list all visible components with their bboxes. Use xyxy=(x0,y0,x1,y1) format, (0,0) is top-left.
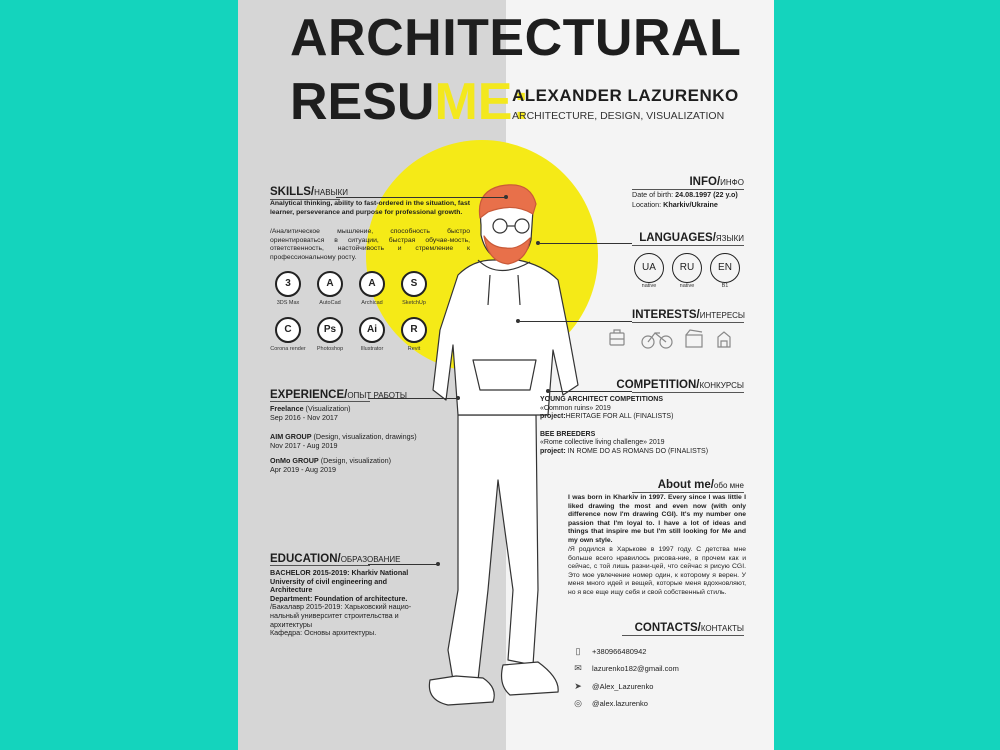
corona-render-icon: C xyxy=(275,317,301,343)
travel-icon xyxy=(610,330,624,345)
language-en: EN B1 xyxy=(710,253,740,289)
tool-3dsmax: 3 3DS Max xyxy=(266,271,310,306)
language-ua: UA native xyxy=(634,253,664,289)
connector-dot xyxy=(504,195,508,199)
archicad-icon: A xyxy=(359,271,385,297)
interests-icons xyxy=(608,328,744,350)
resume-page xyxy=(238,0,774,750)
experience-dates: Sep 2016 - Nov 2017 xyxy=(270,413,338,422)
3dsmax-icon: 3 xyxy=(275,271,301,297)
education-text: BACHELOR 2015-2019: Kharkiv National University of civil engineering and Architecture Department: Foundation of architecture. /Бакалавр 2015-2019: Харьковский нацио-нальный университет строительства и архитектуры Кафедра: Основы архитектуры. xyxy=(270,568,412,638)
cinema-icon xyxy=(686,330,702,347)
experience-dates: Nov 2017 - Aug 2019 xyxy=(270,441,338,450)
experience-item: AIM GROUP (Design, visualization, drawings) xyxy=(270,432,417,441)
languages-heading: LANGUAGES/ЯЗЫКИ xyxy=(639,232,744,244)
connector-dot xyxy=(436,562,440,566)
education-rule xyxy=(270,565,370,566)
interests-heading: INTERESTS/ИНТЕРЕСЫ xyxy=(632,309,746,321)
contacts-heading: CONTACTS/КОНТАКТЫ xyxy=(634,622,744,634)
skills-heading: SKILLS/НАВЫКИ xyxy=(270,186,349,198)
skills-connector xyxy=(336,197,506,198)
tool-sketchup: S SketchUp xyxy=(392,271,436,306)
sketchup-icon: S xyxy=(401,271,427,297)
contact-instagram[interactable]: ◎ @alex.lazurenko xyxy=(572,698,648,709)
tool-autocad: A AutoCad xyxy=(308,271,352,306)
tool-corona: C Corona render xyxy=(266,317,310,352)
bicycle-icon xyxy=(642,333,672,348)
contact-phone[interactable]: ▯ +380966480942 xyxy=(572,646,646,657)
info-heading: INFO/ИНФО xyxy=(689,176,744,188)
about-rule xyxy=(632,492,744,493)
languages-rule xyxy=(632,245,744,246)
tool-illustrator: Ai Illustrator xyxy=(350,317,394,352)
telegram-icon: ➤ xyxy=(574,681,582,691)
interests-rule xyxy=(632,322,744,323)
revit-icon: R xyxy=(401,317,427,343)
contacts-rule xyxy=(622,635,744,636)
about-text-en: I was born in Kharkiv in 1997. Every since I was little I liked drawing the most and even now (with only difference now I'm drawing CGI). It's my number one passion that I'm loyal to. I have a lot of ideas and things that inspire me but I'm still looking for Me and my own style. xyxy=(568,494,746,544)
phone-icon: ▯ xyxy=(575,646,581,656)
experience-rule xyxy=(270,401,370,402)
competition-list: YOUNG ARCHITECT COMPETITIONS «Common ruins» 2019 project:HERITAGE FOR ALL (FINALISTS) BEE BREEDERS «Rome collective living challenge» 2019 project: IN ROME DO AS ROMANS DO (FINALISTS) xyxy=(540,396,709,455)
about-heading: About me/обо мне xyxy=(657,479,744,491)
education-heading: EDUCATION/ОБРАЗОВАНИЕ xyxy=(270,553,401,565)
photoshop-icon: Ps xyxy=(317,317,343,343)
language-ru: RU native xyxy=(672,253,702,289)
competition-rule xyxy=(632,392,744,393)
contact-telegram[interactable]: ➤ @Alex_Lazurenko xyxy=(572,681,653,692)
connector-dot xyxy=(536,241,540,245)
info-text: Date of birth: 24.08.1997 (22 y.o) Location: Kharkiv/Ukraine xyxy=(632,190,738,209)
person-subtitle: ARCHITECTURE, DESIGN, VISUALIZATION xyxy=(512,110,725,122)
tool-archicad: A Archicad xyxy=(350,271,394,306)
experience-dates: Apr 2019 - Aug 2019 xyxy=(270,465,336,474)
interests-connector xyxy=(520,321,632,322)
connector-dot xyxy=(546,389,550,393)
languages-connector xyxy=(540,243,632,244)
title-resu: RESU xyxy=(290,73,435,131)
title-me: ME: xyxy=(434,73,530,131)
competition-heading: COMPETITION/КОНКУРСЫ xyxy=(616,379,744,391)
autocad-icon: A xyxy=(317,271,343,297)
skills-text-ru: /Аналитическое мышление, способность быстро ориентироваться в ситуации, быстрая обучае-мость, ответственность, настойчивость и стремление к профессиональному росту. xyxy=(270,228,470,261)
experience-item: Freelance (Visualization) xyxy=(270,404,351,413)
mail-icon: ✉ xyxy=(574,663,582,673)
skills-text-en: Analytical thinking, ability to fast-ordered in the situation, fast learner, perseverance and purpose for professional growth. xyxy=(270,200,470,216)
tool-revit: R Revit xyxy=(392,317,436,352)
instagram-icon: ◎ xyxy=(574,698,582,708)
architecture-icon xyxy=(718,332,730,347)
contact-email[interactable]: ✉ lazurenko182@gmail.com xyxy=(572,663,679,674)
person-name: ALEXANDER LAZURENKO xyxy=(512,86,739,105)
connector-dot xyxy=(516,319,520,323)
illustrator-icon: Ai xyxy=(359,317,385,343)
tool-photoshop: Ps Photoshop xyxy=(308,317,352,352)
competition-connector xyxy=(550,391,632,392)
about-text-ru: /Я родился в Харькове в 1997 году. С детства мне больше всего нравилось рисова-ние, в прочем как и сейчас, с той лишь разни-цей, что сейчас я рисую CGI. Это мое увлечение номер один, к которому я верен. У меня много идей и вещей, которые меня вдохновляют, но я все еще ищу себя и свой собственный стиль. xyxy=(568,546,746,596)
experience-list xyxy=(270,404,470,474)
experience-heading: EXPERIENCE/ОПЫТ РАБОТЫ xyxy=(270,389,407,401)
title-line-2 xyxy=(290,72,530,132)
connector-dot xyxy=(456,396,460,400)
title-line-1: ARCHITECTURAL xyxy=(290,9,742,67)
experience-item: OnMo GROUP (Design, visualization) xyxy=(270,456,392,465)
